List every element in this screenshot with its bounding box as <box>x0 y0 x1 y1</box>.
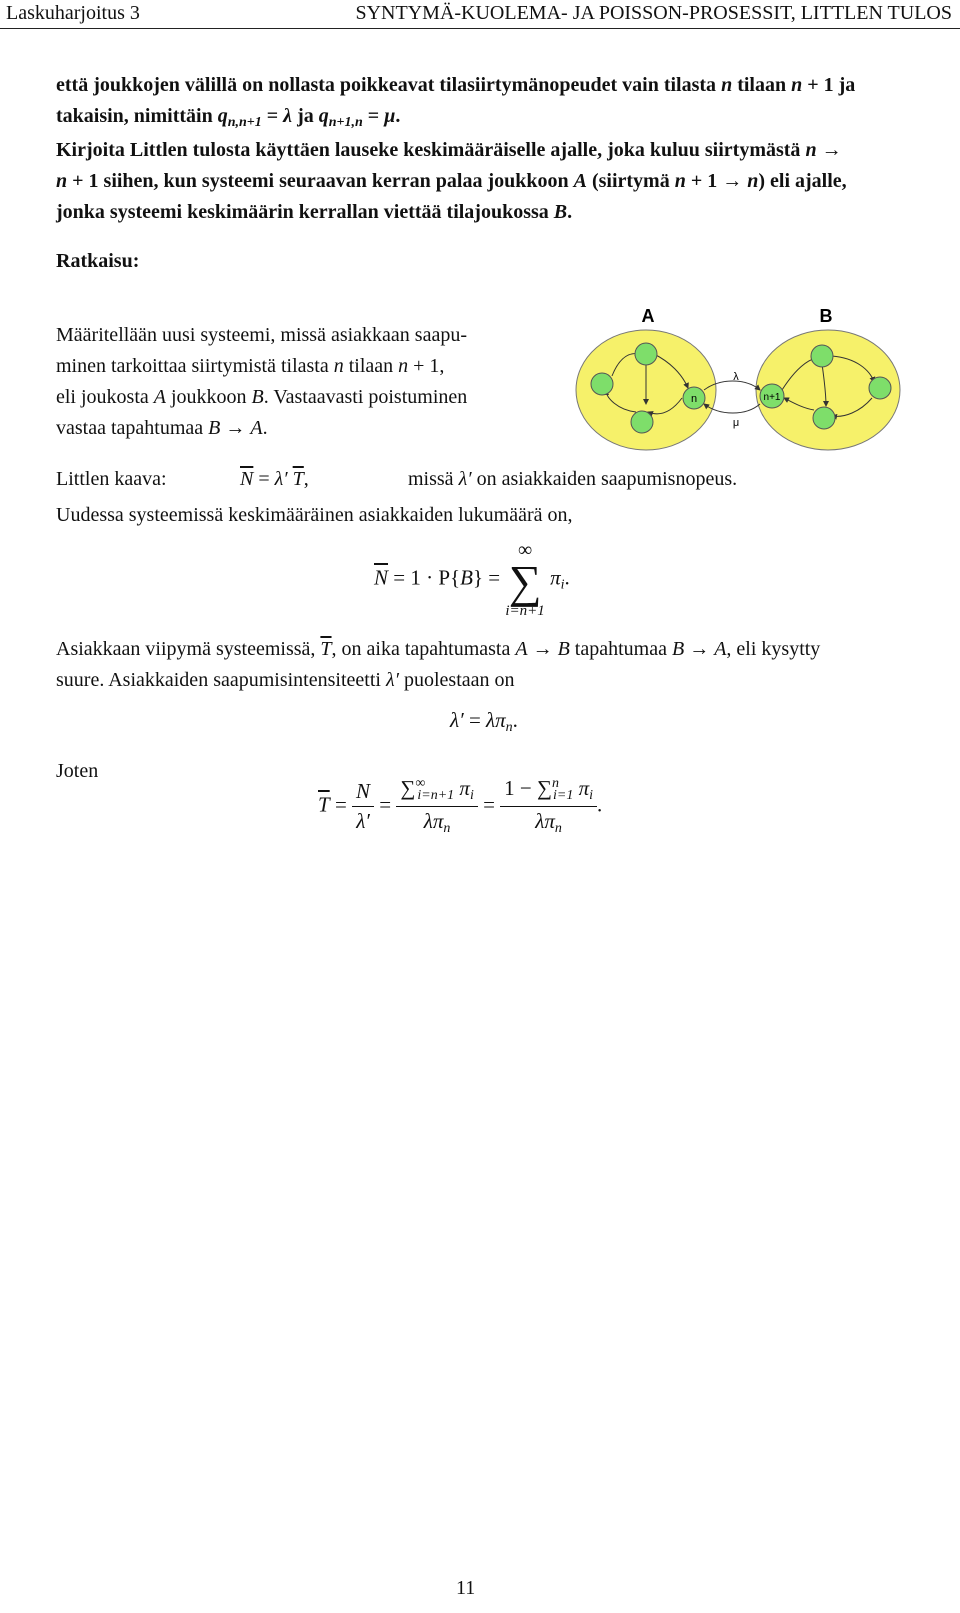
set-b-label: B <box>819 306 833 326</box>
waiting-time-paragraph: Asiakkaan viipymä systeemissä, $\overline{T}$, on aika tapahtumasta A → B tapahtumaa B → A, eli kysytty suure. Asiakkaiden saapumisintensiteetti λ′ puolestaan on <box>56 638 821 691</box>
state-node <box>631 411 653 433</box>
state-label-n: n <box>690 393 698 405</box>
page-number: 11 <box>456 1577 476 1599</box>
state-node <box>811 345 833 367</box>
mean-count-text: Uudessa systeemissä keskimääräinen asiakkaiden lukumäärä on, <box>56 504 573 526</box>
formula-arrival-rate: $\lambda' = \lambda\pi_n$. <box>450 708 518 735</box>
joten-text: Joten <box>56 760 99 782</box>
formula-mean-count: $\overline{N} = 1 \cdot P\{B\}$ = ∞ ∑ i=n+1 $\pi_i$. <box>374 539 570 619</box>
solution-heading: Ratkaisu: <box>56 250 140 272</box>
little-law-line: Littlen kaava: $\overline{N} = \lambda'$ $\overline{T}$, missä λ′ on asiakkaiden saapumisnopeus. <box>56 468 738 490</box>
problem-paragraph-1: että joukkojen välillä on nollasta poikkeavat tilasiirtymänopeudet vain tilasta n tilaan n + 1 ja takaisin, nimittäin $q_{n,n+1} = \lambda$ ja $q_{n+1,n} = \mu$. <box>56 74 856 130</box>
state-node <box>869 377 891 399</box>
set-a-label: A <box>641 306 655 326</box>
state-node <box>813 407 835 429</box>
header-left: Laskuharjoitus 3 <box>6 2 140 24</box>
problem-paragraph-2: Kirjoita Littlen tulosta käyttäen lauseke keskimääräiselle ajalle, joka kuluu siirtymästä n → n + 1 siihen, kun systeemi seuraavan kerran palaa joukkoon A (siirtymä n + 1 → n) eli ajalle, jonka systeemi keskimäärin kerrallan viettää tilajoukossa B. <box>56 139 847 223</box>
header-rule <box>0 28 960 29</box>
solution-intro: Määritellään uusi systeemi, missä asiakkaan saapu- minen tarkoittaa siirtymistä tilasta n tilaan n + 1, eli joukosta A joukkoon B. Vastaavasti poistuminen vastaa tapahtumaa B → A. <box>56 324 468 439</box>
formula-mean-time: $\overline{T}$ = $\frac{N}{\lambda'}$ = $\frac{\sum^\infty_{i=n+1} \pi_i}{\lambda\pi_n}$ = $\frac{1 - \sum^n_{i=1} \pi_i}{\lambda\pi_n}$ . <box>318 776 603 836</box>
state-label-n-plus-1: n+1 <box>763 392 781 403</box>
header-right: SYNTYMÄ-KUOLEMA- JA POISSON-PROSESSIT, LITTLEN TULOS <box>355 2 952 24</box>
state-node <box>635 343 657 365</box>
page-header <box>0 0 960 30</box>
state-diagram <box>570 298 906 454</box>
rate-mu: μ <box>732 417 740 429</box>
state-node <box>591 373 613 395</box>
rate-lambda: λ <box>733 371 739 383</box>
